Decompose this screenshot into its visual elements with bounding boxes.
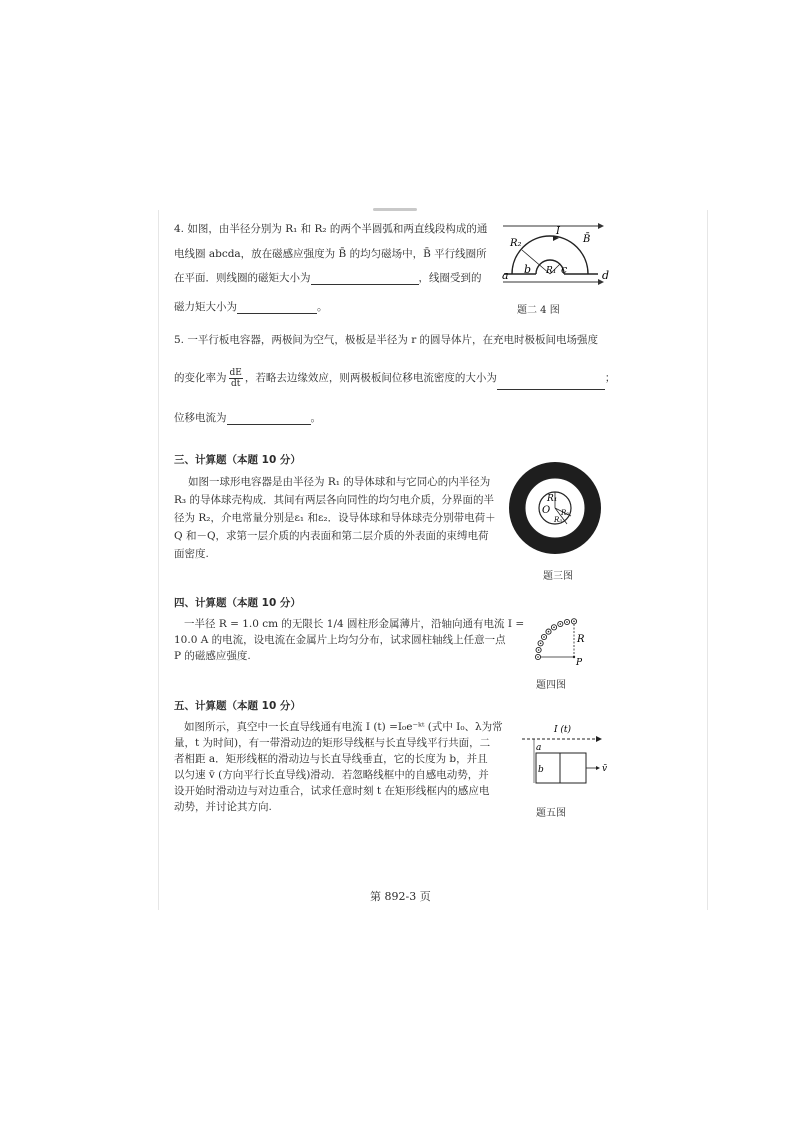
wire-current-arrow-icon — [596, 736, 602, 742]
s5-heading: 五、计算题（本题 10 分） — [174, 700, 301, 712]
s5-line-2: 量，t 为时间)，有一带滑动边的矩形导线框与长直导线平行共面，二 — [174, 737, 491, 749]
label-r1: R₁ — [546, 266, 557, 276]
label-p: P — [576, 658, 583, 668]
q4-line-4-tail: 。 — [317, 301, 328, 313]
label-v: v̄ — [602, 764, 608, 774]
s4-caption: 题四图 — [536, 680, 566, 691]
q5-line-2-mid: ，若略去边缘效应，则两极板间位移电流密度的大小为 — [244, 372, 497, 384]
label-r2: R₂ — [561, 509, 570, 517]
label-r3: R₃ — [554, 516, 563, 524]
q4-line-2: 电线圈 abcda，放在磁感应强度为 B̄ 的均匀磁场中，B̄ 平行线圈所 — [174, 248, 487, 260]
q4-magnetic-moment-blank[interactable] — [311, 273, 419, 285]
q5-line-3 — [174, 411, 321, 425]
point-p-dot — [573, 656, 575, 658]
s3-caption: 题三图 — [543, 571, 573, 582]
label-r1: R₁ — [547, 494, 558, 504]
fraction-numerator: dE — [229, 367, 242, 378]
label-current: I (t) — [554, 725, 572, 735]
q5-displacement-current-blank[interactable] — [227, 413, 311, 425]
s3-line-2: R₃ 的导体球壳构成．其间有两层各向同性的均匀电介质，分界面的半 — [174, 494, 494, 506]
label-a: a — [502, 269, 509, 282]
label-a: a — [536, 743, 542, 753]
label-r2: R₂ — [510, 238, 522, 249]
s5-sliding-frame-diagram — [520, 722, 610, 792]
s5-caption: 题五图 — [536, 808, 566, 819]
s4-quarter-cylinder-diagram — [530, 612, 590, 666]
s3-line-5: 面密度. — [174, 548, 209, 560]
s4-line-3: P 的磁感应强度. — [174, 650, 251, 662]
s3-line-4: Q 和－Q，求第一层介质的内表面和第二层介质的外表面的束缚电荷 — [174, 530, 489, 542]
label-d: d — [602, 269, 610, 282]
q4-line-3-tail: ，线圈受到的 — [418, 272, 482, 284]
fraction-denominator: dt — [230, 378, 241, 389]
q5-line-3-text: 位移电流为 — [174, 412, 227, 424]
s4-line-1: 一半径 R = 1.0 cm 的无限长 1/4 圆柱形金属薄片，沿轴向通有电流 I = — [184, 618, 525, 630]
s3-heading: 三、计算题（本题 10 分） — [174, 454, 301, 466]
page-number: 第 892-3 页 — [370, 890, 431, 903]
q4-coil-diagram — [498, 220, 610, 290]
s3-line-1: 如图一球形电容器是由半径为 R₁ 的导体球和与它同心的内半径为 — [188, 476, 491, 488]
q4-torque-blank[interactable] — [237, 302, 317, 314]
q5-current-density-blank[interactable] — [497, 378, 605, 390]
q5-line-2-text: 的变化率为 — [174, 372, 227, 384]
label-c: c — [561, 263, 568, 276]
de-dt-fraction — [229, 368, 243, 389]
s5-line-4: 以匀速 v̄ (方向平行长直导线)滑动．若忽略线框中的自感电动势，并 — [174, 769, 489, 781]
q5-line-1: 5. 一平行板电容器，两极间为空气，极板是半径为 r 的圆导体片，在充电时极板间电场强度 — [174, 334, 599, 346]
s3-spherical-capacitor-diagram — [507, 460, 603, 556]
s5-line-3: 者相距 a．矩形线框的滑动边与长直导线垂直，它的长度为 b，并且 — [174, 753, 488, 765]
q4-line-3 — [174, 271, 482, 285]
q4-line-4 — [174, 300, 328, 314]
q4-line-4-text: 磁力矩大小为 — [174, 301, 237, 313]
label-b-vector: B̄ — [583, 234, 591, 245]
s5-line-5: 设开始时滑动边与对边重合，试求任意时刻 t 在矩形线框内的感应电 — [174, 785, 490, 797]
top-scan-mark — [373, 208, 417, 211]
q5-line-2 — [174, 366, 615, 390]
velocity-arrow-icon — [596, 766, 600, 770]
s4-line-2: 10.0 A 的电流，设电流在金属片上均匀分布，试求圆柱轴线上任意一点 — [174, 634, 506, 646]
q5-line-3-tail: 。 — [310, 412, 321, 424]
s5-line-1: 如图所示，真空中一长直导线通有电流 I (t) =I₀e⁻ᵏᵗ (式中 I₀、λ为常 — [184, 721, 503, 733]
current-dots-arc — [535, 619, 576, 660]
q5-line-2-tail: ； — [604, 372, 616, 384]
q4-line-1: 4. 如图，由半径分别为 R₁ 和 R₂ 的两个半圆弧和两直线段构成的通 — [174, 223, 488, 235]
label-o: O — [542, 505, 551, 516]
field-arrow-top-icon — [598, 223, 604, 229]
s4-heading: 四、计算题（本题 10 分） — [174, 597, 301, 609]
sheet-left-edge — [158, 210, 159, 910]
sheet-right-edge — [707, 210, 708, 910]
s5-line-6: 动势，并讨论其方向. — [174, 801, 272, 813]
q4-caption: 题二 4 图 — [517, 305, 560, 316]
s3-line-3: 径为 R₂，介电常量分别是ε₁ 和ε₂．设导体球和导体球壳分别带电荷＋ — [174, 512, 496, 524]
label-i: I — [556, 226, 560, 237]
label-r: R — [577, 634, 585, 645]
label-b: b — [524, 263, 532, 276]
label-b: b — [538, 765, 544, 775]
q4-line-3-text: 在平面．则线圈的磁矩大小为 — [174, 272, 311, 284]
